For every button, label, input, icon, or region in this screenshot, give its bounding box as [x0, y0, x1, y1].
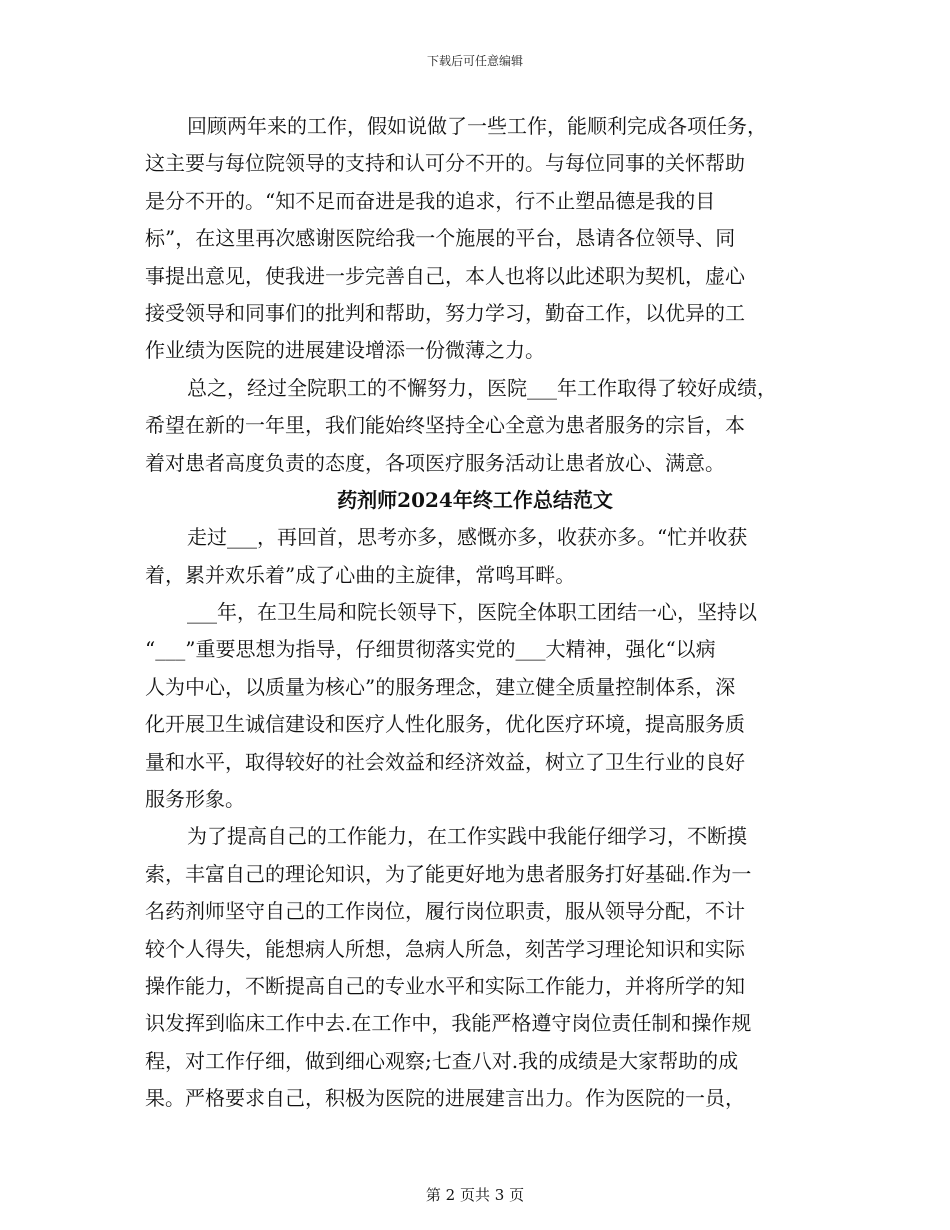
text-line: 作业绩为医院的进展建设增添一份微薄之力。: [145, 338, 545, 363]
text-line: 这主要与每位院领导的支持和认可分不开的。与每位同事的关怀帮助: [145, 151, 745, 176]
text-line: 着对患者高度负责的态度，各项医疗服务活动让患者放心、满意。: [145, 450, 725, 475]
text-line: 人为中心，以质量为核心”的服务理念，建立健全质量控制体系，深: [145, 674, 736, 699]
document-body: [145, 108, 805, 1118]
text-line: 走过___，再回首，思考亦多，感慨亦多，收获亦多。“忙并收获: [187, 525, 748, 550]
text-line: 总之，经过全院职工的不懈努力，医院___年工作取得了较好成绩，: [187, 375, 777, 400]
page-number-footer: 第 2 页共 3 页: [425, 1186, 525, 1204]
text-line: 标”，在这里再次感谢医院给我一个施展的平台，恳请各位领导、同: [145, 226, 736, 251]
text-line: 名药剂师坚守自己的工作岗位，履行岗位职责，服从领导分配，不计: [145, 899, 745, 924]
text-line: 接受领导和同事们的批判和帮助，努力学习，勤奋工作，以优异的工: [145, 300, 745, 325]
text-line: 较个人得失，能想病人所想，急病人所急，刻苦学习理论知识和实际: [145, 936, 745, 961]
text-line: 希望在新的一年里，我们能始终坚持全心全意为患者服务的宗旨，本: [145, 413, 745, 438]
text-line: ___年，在卫生局和院长领导下，医院全体职工团结一心，坚持以: [187, 600, 757, 625]
text-line: 事提出意见，使我进一步完善自己，本人也将以此述职为契机，虚心: [145, 263, 745, 288]
text-line: 为了提高自己的工作能力，在工作实践中我能仔细学习，不断摸: [187, 824, 747, 849]
text-line: 着，累并欢乐着”成了心曲的主旋律，常鸣耳畔。: [145, 562, 576, 587]
text-line: “___”重要思想为指导，仔细贯彻落实党的___大精神，强化“以病: [145, 637, 716, 662]
header-note: 下载后可任意编辑: [426, 54, 523, 68]
text-line: 操作能力，不断提高自己的专业水平和实际工作能力，并将所学的知: [145, 973, 745, 998]
text-line: 索，丰富自己的理论知识，为了能更好地为患者服务打好基础.作为一: [145, 861, 752, 886]
text-line: 回顾两年来的工作，假如说做了一些工作，能顺利完成各项任务，: [187, 114, 767, 138]
text-line: 化开展卫生诚信建设和医疗人性化服务，优化医疗环境，提高服务质: [145, 712, 745, 737]
section-title: 药剂师2024年终工作总结范文: [337, 487, 613, 512]
text-line: 程，对工作仔细，做到细心观察;七查八对.我的成绩是大家帮助的成: [145, 1048, 739, 1073]
text-line: 果。严格要求自己，积极为医院的进展建言出力。作为医院的一员，: [145, 1086, 745, 1111]
text-line: 量和水平，取得较好的社会效益和经济效益，树立了卫生行业的良好: [145, 749, 745, 774]
text-line: 服务形象。: [145, 787, 245, 812]
text-line: 识发挥到临床工作中去.在工作中，我能严格遵守岗位责任制和操作规: [145, 1011, 752, 1036]
text-line: 是分不开的。“知不足而奋进是我的追求，行不止塑品德是我的目: [145, 188, 716, 213]
